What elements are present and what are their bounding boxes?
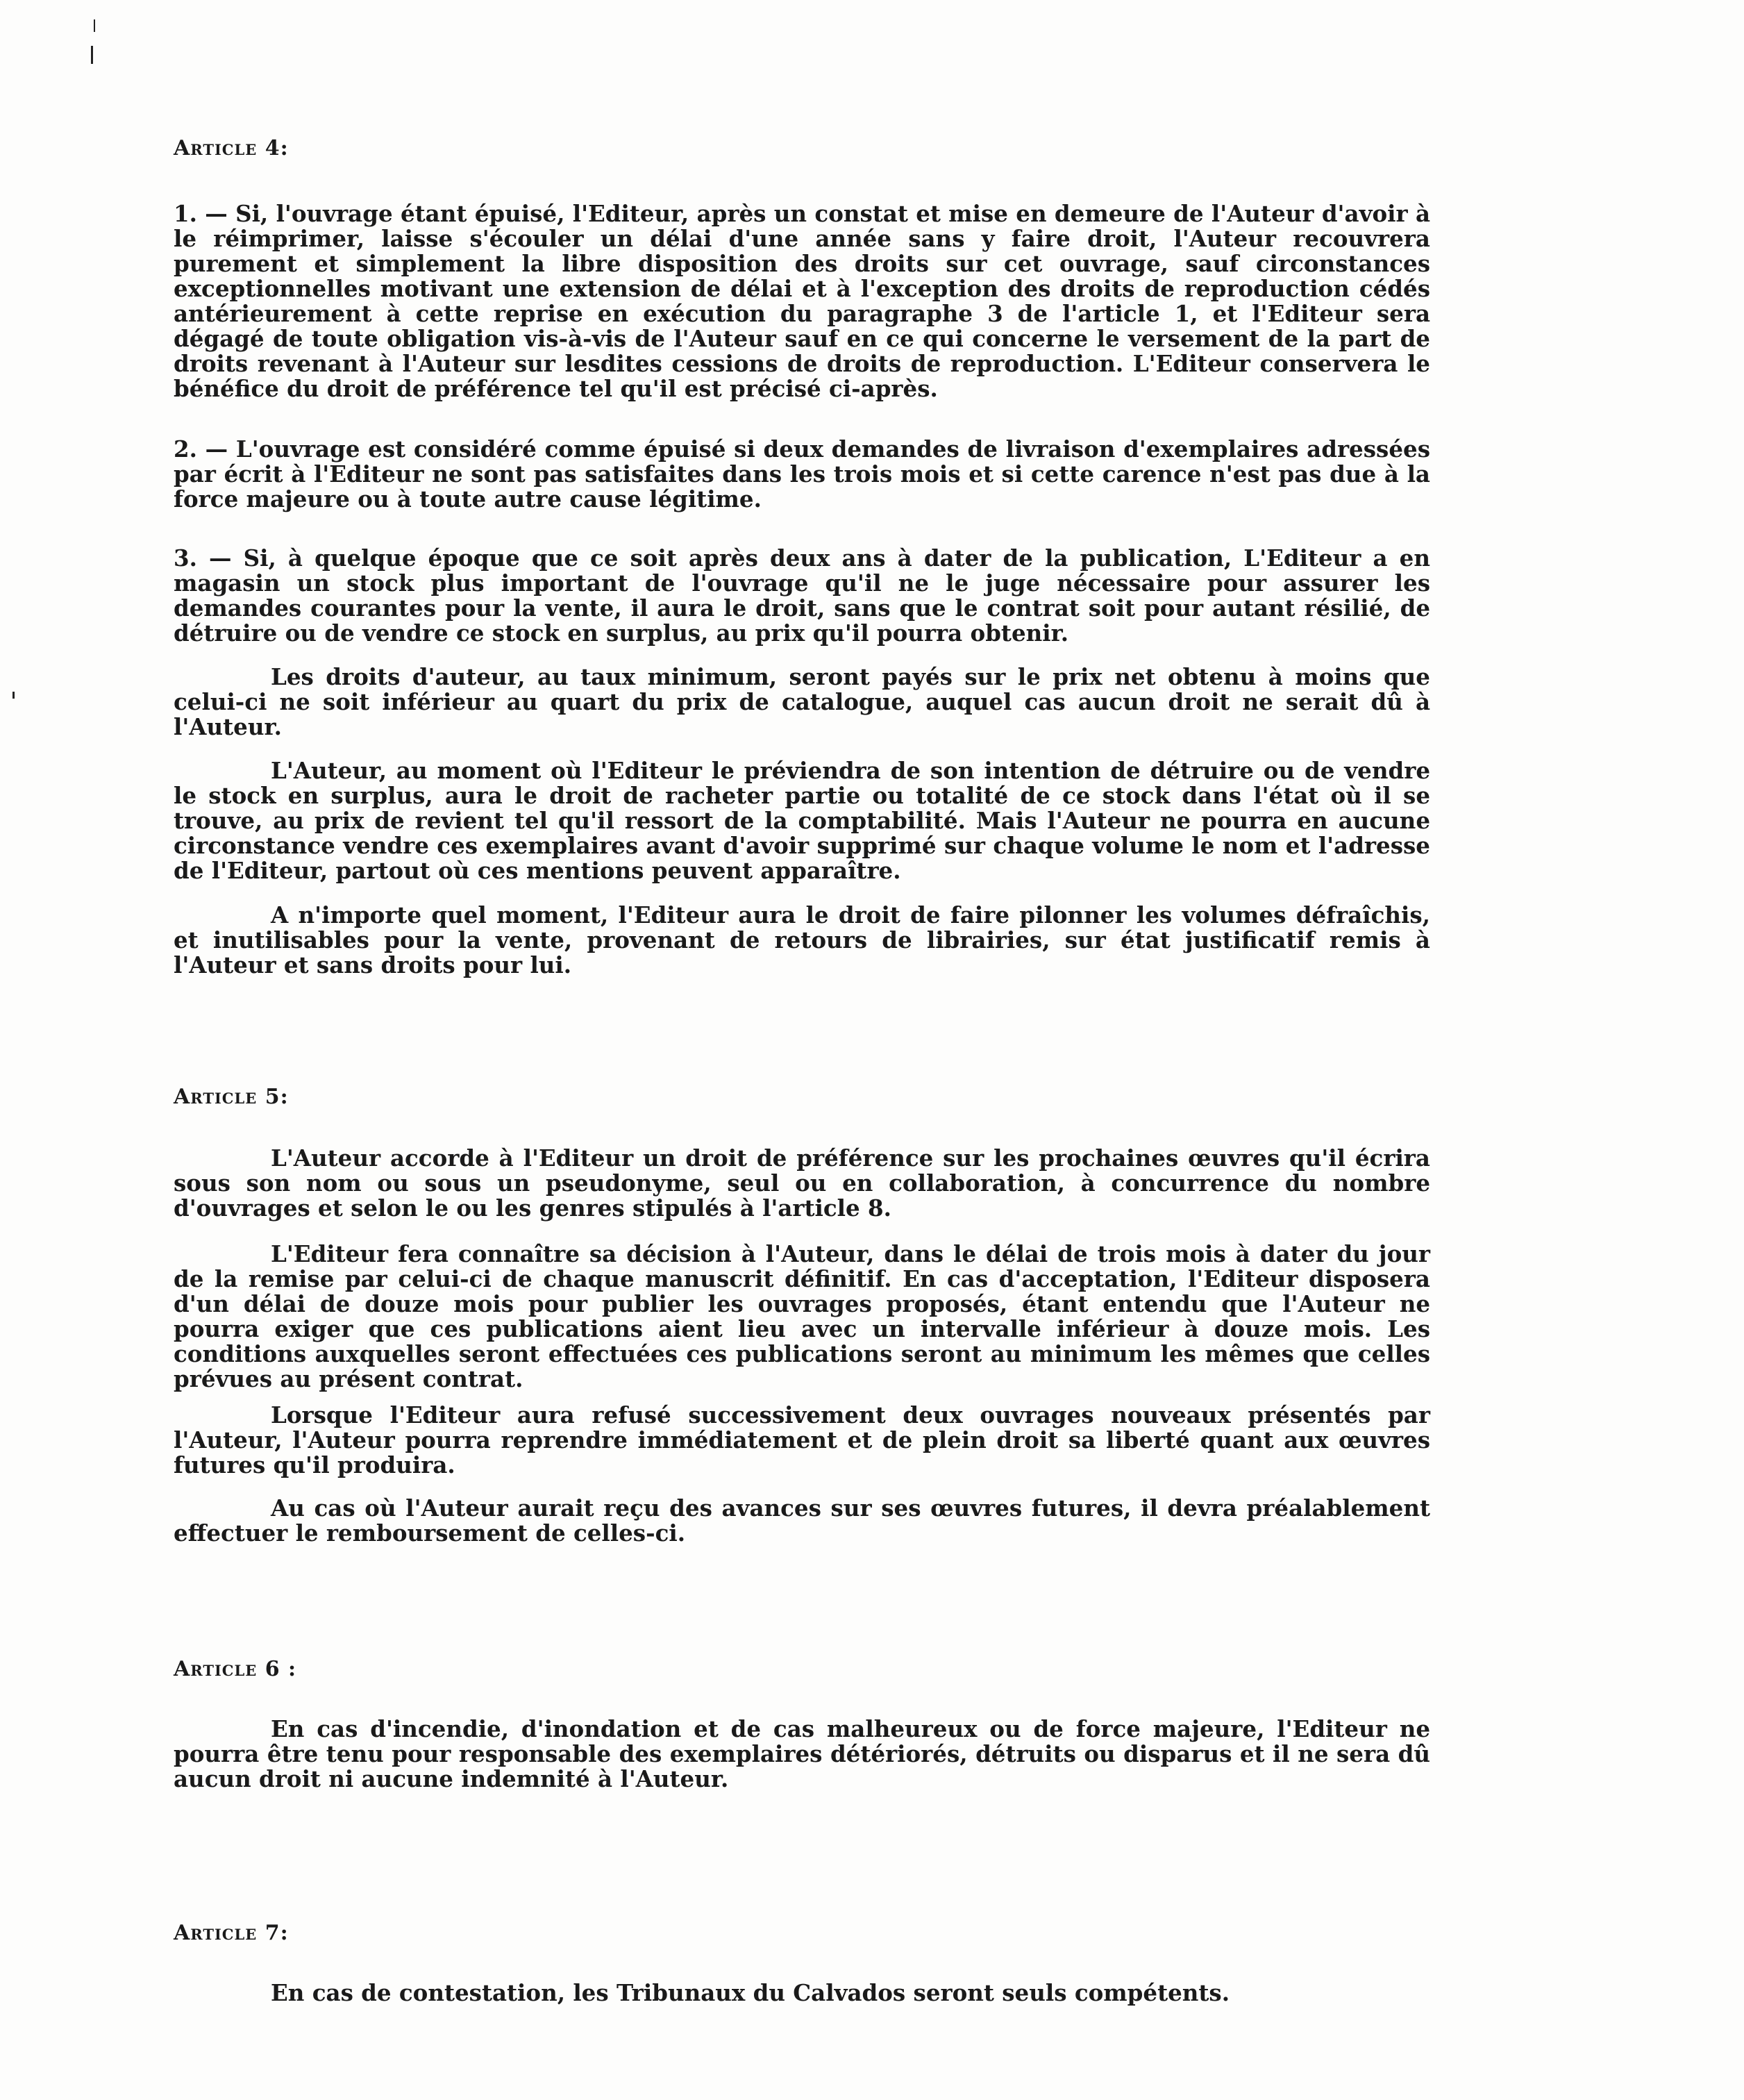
article-heading: Article 6 : [174,1657,297,1681]
article-4-paragraph-4: Les droits d'auteur, au taux minimum, seront payés sur le prix net obtenu à moins que celui-ci ne soit inférieur au quart du prix de catalogue, auquel cas aucun droit ne serait dû à l'Auteur. [174,663,1430,740]
article-5-paragraph-1: L'Auteur accorde à l'Editeur un droit de préférence sur les prochaines œuvres qu'il écrira sous son nom ou sous un pseudonyme, seul ou en collaboration, à concurrence du nombre d'ouvrages et selon le ou les genres stipulés à l'article 8. [174,1144,1430,1222]
article-5-paragraph-3: Lorsque l'Editeur aura refusé successivement deux ouvrages nouveaux présentés par l'Auteur, l'Auteur pourra reprendre immédiatement et de plein droit sa liberté quant aux œuvres futures qu'il produira. [174,1401,1430,1478]
article-heading: Article 5: [174,1085,289,1109]
scan-mark [94,19,95,32]
article-5-paragraph-4: Au cas où l'Auteur aurait reçu des avances sur ses œuvres futures, il devra préalablement effectuer le remboursement de celles-ci. [174,1494,1430,1547]
article-5-paragraph-2: L'Editeur fera connaître sa décision à l'Auteur, dans le délai de trois mois à dater du jour de la remise par celui-ci de chaque manuscrit définitif. En cas d'acceptation, l'Editeur disposera d'un délai de douze mois pour publier les ouvrages proposés, étant entendu que l'Auteur ne pourra exiger que ces publications aient lieu avec un intervalle inférieur à douze mois. Les conditions auxquelles seront effectuées ces publications seront au minimum les mêmes que celles prévues au présent contrat. [174,1240,1430,1392]
article-7-paragraph-1: En cas de contestation, les Tribunaux du Calvados seront seuls compétents. [271,1979,1230,2006]
scan-mark [91,46,93,64]
article-6-paragraph-1: En cas d'incendie, d'inondation et de cas malheureux ou de force majeure, l'Editeur ne pourra être tenu pour responsable des exemplaires détériorés, détruits ou disparus et il ne sera dû aucun droit ni aucune indemnité à l'Auteur. [174,1715,1430,1792]
article-heading: Article 7: [174,1921,289,1945]
article-4-paragraph-1: 1. — Si, l'ouvrage étant épuisé, l'Editeur, après un constat et mise en demeure de l'Auteur d'avoir à le réimprimer, laisse s'écouler un délai d'une année sans y faire droit, l'Auteur recouvrera purement et simplement la libre disposition des droits sur cet ouvrage, sauf circonstances exceptionnelles motivant une extension de délai et à l'exception des droits de reproduction cédés antérieurement à cette reprise en exécution du paragraphe 3 de l'article 1, et l'Editeur sera dégagé de toute obligation vis-à-vis de l'Auteur sauf en ce qui concerne le versement de la part de droits revenant à l'Auteur sur lesdites cessions de droits de reproduction. L'Editeur conservera le bénéfice du droit de préférence tel qu'il est précisé ci-après. [174,200,1430,402]
article-heading: Article 4: [174,136,289,160]
article-4-paragraph-2: 2. — L'ouvrage est considéré comme épuisé si deux demandes de livraison d'exemplaires adressées par écrit à l'Editeur ne sont pas satisfaites dans les trois mois et si cette carence n'est pas due à la force majeure ou à toute autre cause légitime. [174,435,1430,512]
article-4-paragraph-6: A n'importe quel moment, l'Editeur aura le droit de faire pilonner les volumes défraîchis, et inutilisables pour la vente, provenant de retours de librairies, sur état justificatif remis à l'Auteur et sans droits pour lui. [174,901,1430,978]
article-4-paragraph-3: 3. — Si, à quelque époque que ce soit après deux ans à dater de la publication, L'Editeur a en magasin un stock plus important de l'ouvrage qu'il ne le juge nécessaire pour assurer les demandes courantes pour la vente, il aura le droit, sans que le contrat soit pour autant résilié, de détruire ou de vendre ce stock en surplus, au prix qu'il pourra obtenir. [174,544,1430,647]
scan-mark [12,692,15,699]
article-4-paragraph-5: L'Auteur, au moment où l'Editeur le préviendra de son intention de détruire ou de vendre le stock en surplus, aura le droit de racheter partie ou totalité de ce stock dans l'état où il se trouve, au prix de revient tel qu'il ressort de la comptabilité. Mais l'Auteur ne pourra en aucune circonstance vendre ces exemplaires avant d'avoir supprimé sur chaque volume le nom et l'adresse de l'Editeur, partout où ces mentions peuvent apparaître. [174,757,1430,884]
